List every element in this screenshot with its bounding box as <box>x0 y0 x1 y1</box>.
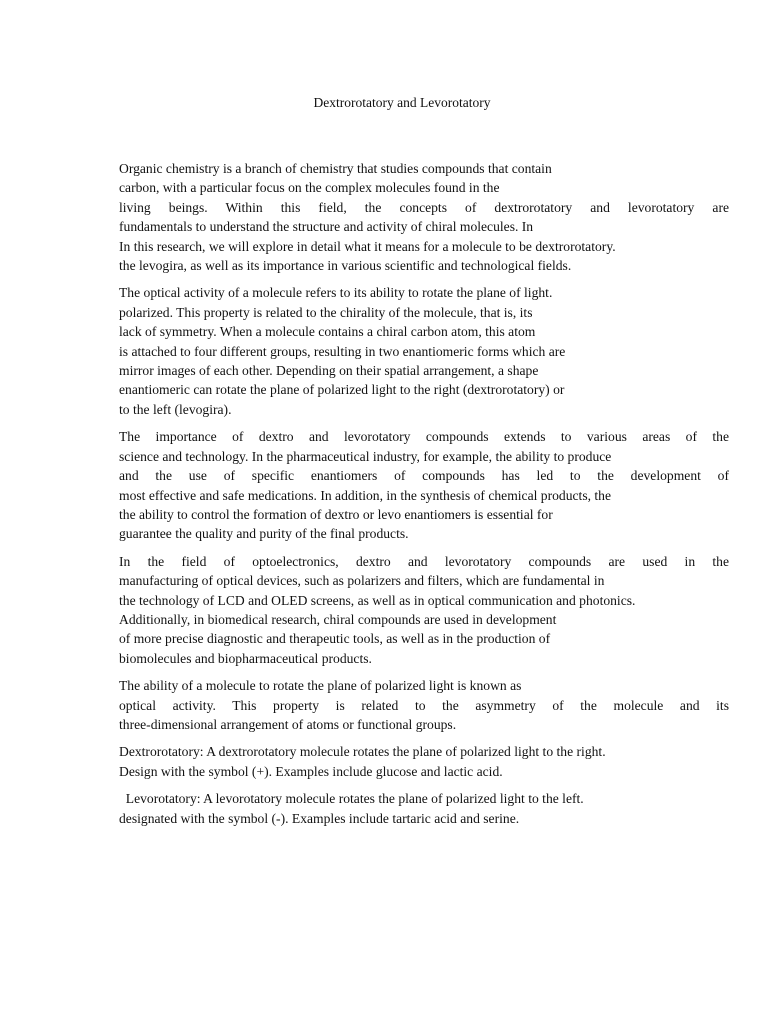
paragraph-line: of more precise diagnostic and therapeutic tools, as well as in the production of <box>119 631 551 647</box>
paragraph <box>119 676 729 734</box>
paragraph-line: Design with the symbol (+). Examples include glucose and lactic acid. <box>119 763 503 779</box>
paragraph-line: Levorotatory: A levorotatory molecule rotates the plane of polarized light to the left. <box>119 791 584 807</box>
paragraph-line: polarized. This property is related to the chirality of the molecule, that is, its <box>119 304 533 320</box>
paragraph-line: enantiomeric can rotate the plane of polarized light to the right (dextrorotatory) or <box>119 382 565 398</box>
paragraph <box>119 742 729 781</box>
paragraph-line: manufacturing of optical devices, such as polarizers and filters, which are fundamental in <box>119 573 605 589</box>
paragraph-line: the technology of LCD and OLED screens, as well as in optical communication and photonics. <box>119 592 636 608</box>
paragraph <box>119 283 729 419</box>
paragraph-line: carbon, with a particular focus on the complex molecules found in the <box>119 180 500 196</box>
paragraph-line: to the left (levogira). <box>119 401 232 417</box>
paragraph-line: The ability of a molecule to rotate the plane of polarized light is known as <box>119 678 522 694</box>
paragraph-line: The optical activity of a molecule refers to its ability to rotate the plane of light. <box>119 285 553 301</box>
paragraph-line: living beings. Within this field, the concepts of dextrorotatory and levorotatory are <box>119 199 729 215</box>
paragraph-line: three-dimensional arrangement of atoms or functional groups. <box>119 716 457 732</box>
paragraph <box>119 427 729 543</box>
paragraph-line: mirror images of each other. Depending on their spatial arrangement, a shape <box>119 363 539 379</box>
paragraph-line: most effective and safe medications. In addition, in the synthesis of chemical products, the <box>119 487 612 503</box>
paragraph-line: lack of symmetry. When a molecule contains a chiral carbon atom, this atom <box>119 324 536 340</box>
document-title: Dextrorotatory and Levorotatory <box>313 95 491 110</box>
paragraph-line: the levogira, as well as its importance in various scientific and technological fields. <box>119 258 572 274</box>
paragraph <box>119 159 729 275</box>
paragraph-line: fundamentals to understand the structure and activity of chiral molecules. In <box>119 219 534 235</box>
paragraph-line: guarantee the quality and purity of the final products. <box>119 526 409 542</box>
document-body <box>119 159 729 836</box>
paragraph-line: designated with the symbol (-). Examples include tartaric acid and serine. <box>119 810 520 826</box>
paragraph-line: Additionally, in biomedical research, chiral compounds are used in development <box>119 611 557 627</box>
paragraph-line: the ability to control the formation of dextro or levo enantiomers is essential for <box>119 506 553 522</box>
paragraph-line: is attached to four different groups, resulting in two enantiomeric forms which are <box>119 343 566 359</box>
paragraph-line: In this research, we will explore in detail what it means for a molecule to be dextrorotatory. <box>119 238 616 254</box>
paragraph <box>119 552 729 668</box>
paragraph-line: science and technology. In the pharmaceutical industry, for example, the ability to produce <box>119 448 612 464</box>
paragraph-line: The importance of dextro and levorotatory compounds extends to various areas of the <box>119 429 729 445</box>
paragraph-line: biomolecules and biopharmaceutical products. <box>119 650 372 666</box>
paragraph <box>119 789 729 828</box>
paragraph-line: Dextrorotatory: A dextrorotatory molecule rotates the plane of polarized light to the right. <box>119 744 606 760</box>
paragraph-line: Organic chemistry is a branch of chemistry that studies compounds that contain <box>119 161 552 176</box>
paragraph-line: In the field of optoelectronics, dextro and levorotatory compounds are used in the <box>119 553 729 569</box>
paragraph-line: and the use of specific enantiomers of compounds has led to the development of <box>119 468 729 484</box>
paragraph-line: optical activity. This property is related to the asymmetry of the molecule and its <box>119 697 729 713</box>
